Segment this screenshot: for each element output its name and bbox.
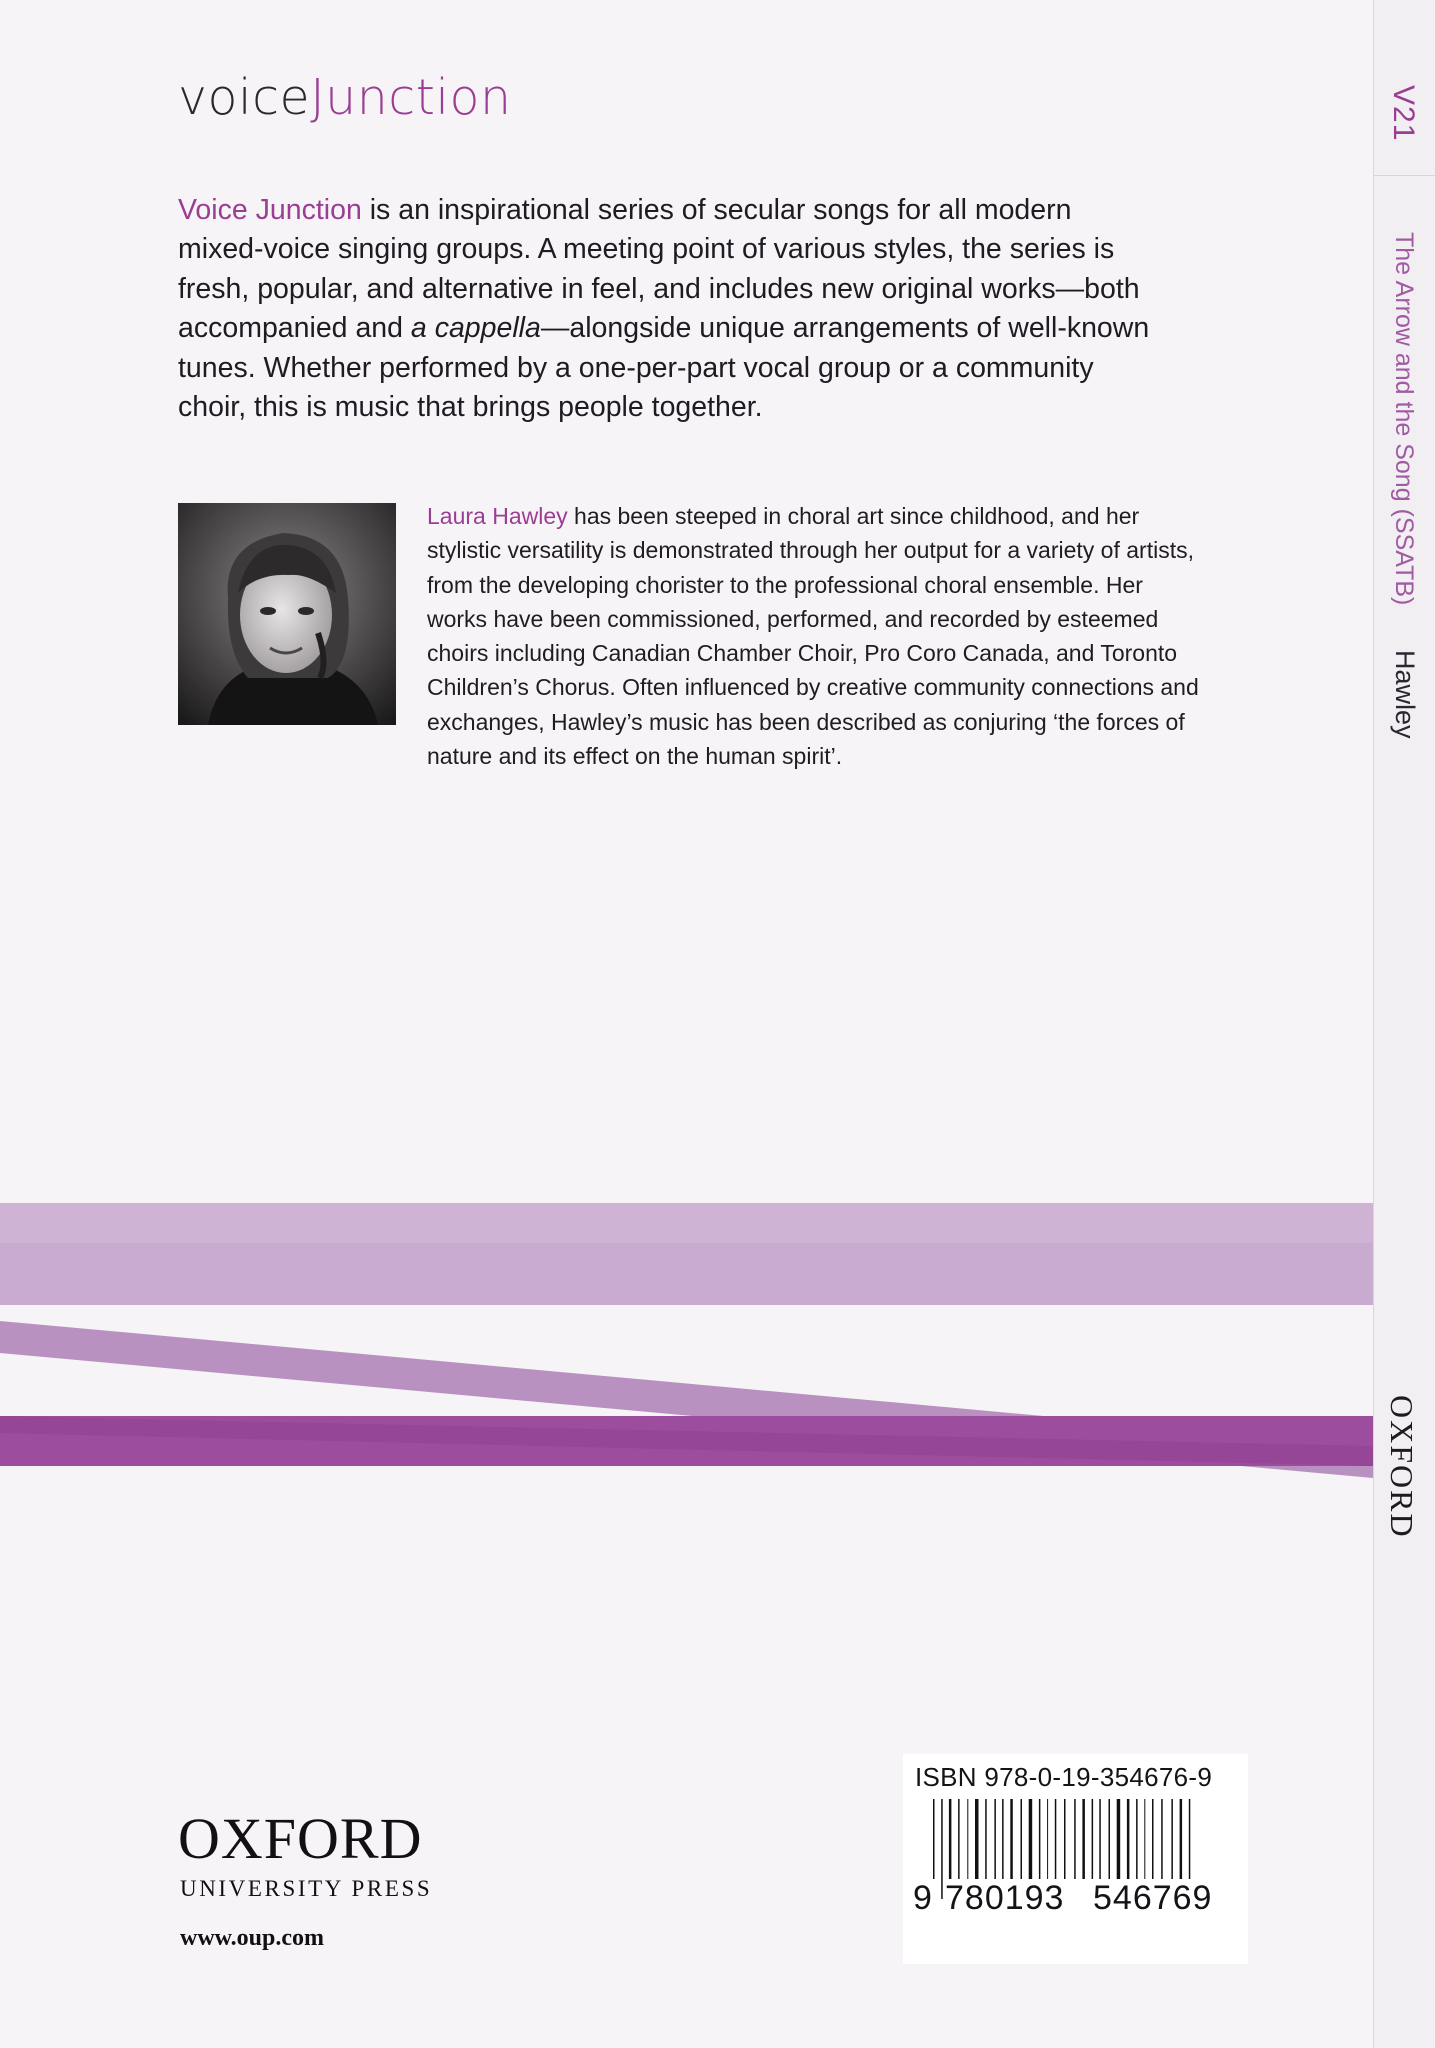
isbn-label: ISBN 978-0-19-354676-9 [915, 1762, 1213, 1792]
spine-series-code: V21 [1387, 85, 1420, 142]
composer-bio [427, 499, 1207, 773]
spine-publisher-mark: OXFORD [1384, 1395, 1420, 1539]
spine-divider [1373, 175, 1435, 176]
barcode-bar [1144, 1799, 1145, 1879]
series-logo-part1: voice [178, 69, 311, 126]
barcode-bar [1092, 1799, 1094, 1879]
portrait-image [178, 503, 396, 725]
series-logo [178, 68, 512, 128]
barcode-bar [1002, 1799, 1004, 1879]
composer-name: Laura Hawley [427, 503, 568, 529]
barcode-bar [1099, 1799, 1101, 1879]
spine-composer: Hawley [1390, 650, 1420, 739]
publisher-name: OXFORD [178, 1806, 423, 1871]
composer-portrait [178, 503, 396, 725]
publisher-subtitle: UNIVERSITY PRESS [180, 1876, 433, 1901]
barcode-bar [1047, 1799, 1048, 1879]
series-description-italic: a cappella [410, 312, 541, 345]
series-description [178, 191, 1153, 427]
barcode-bar [994, 1799, 996, 1879]
barcode-bar [1082, 1799, 1085, 1879]
barcode-bar [1136, 1799, 1138, 1879]
barcode-bar [1152, 1799, 1154, 1879]
decorative-bands [0, 1203, 1373, 1483]
barcode-bar [1074, 1799, 1076, 1879]
barcode-bar [1109, 1799, 1111, 1879]
barcode-bar [1161, 1799, 1163, 1879]
barcode-bar [1021, 1799, 1023, 1879]
series-description-text2: —alongside unique arrangements of well-known tunes. Whether performed by a one-per-part vocal group or a community choir, this is music that brings people together. [178, 312, 1150, 424]
barcode-bar [1010, 1799, 1013, 1879]
series-name: Voice Junction [178, 194, 362, 226]
barcode-bar [985, 1799, 987, 1879]
barcode-bar [958, 1799, 960, 1879]
barcode-bar [1039, 1799, 1041, 1879]
ean-first-digit: 9 [913, 1879, 933, 1917]
composer-bio-text: has been steeped in choral art since childhood, and her stylistic versatility is demonstrated through her output for a variety of artists, from the developing chorister to the professional choral ensemble. Her works have been commissioned, performed, and recorded by esteemed choirs including Canadian Chamber Choir, Pro Coro Canada, and Toronto Children’s Chorus. Often influenced by creative community connections and exchanges, Hawley’s music has been described as conjuring ‘the forces of nature and its effect on the human spirit’. [427, 503, 1199, 770]
barcode-bar [1127, 1799, 1130, 1879]
series-description-text1: is an inspirational series of secular songs for all modern mixed-voice singing groups. A meeting point of various styles, the series is fresh, popular, and alternative in feel, and includes new original works—both accompanied and [178, 194, 1140, 345]
ean-left-group: 780193 [945, 1879, 1065, 1917]
spine-title: The Arrow and the Song (SSATB) [1390, 232, 1418, 606]
isbn-barcode-block [903, 1754, 1248, 1964]
barcode-bar [975, 1799, 979, 1879]
barcode-bar [967, 1799, 968, 1879]
series-logo-part2: Junction [310, 69, 512, 126]
barcode-bar [1171, 1799, 1173, 1879]
barcode-bar [949, 1799, 952, 1879]
ean-right-group: 546769 [1093, 1879, 1213, 1917]
publisher-url[interactable]: www.oup.com [180, 1925, 325, 1951]
barcode-bar [1029, 1799, 1033, 1879]
barcode-bar [1117, 1799, 1121, 1879]
